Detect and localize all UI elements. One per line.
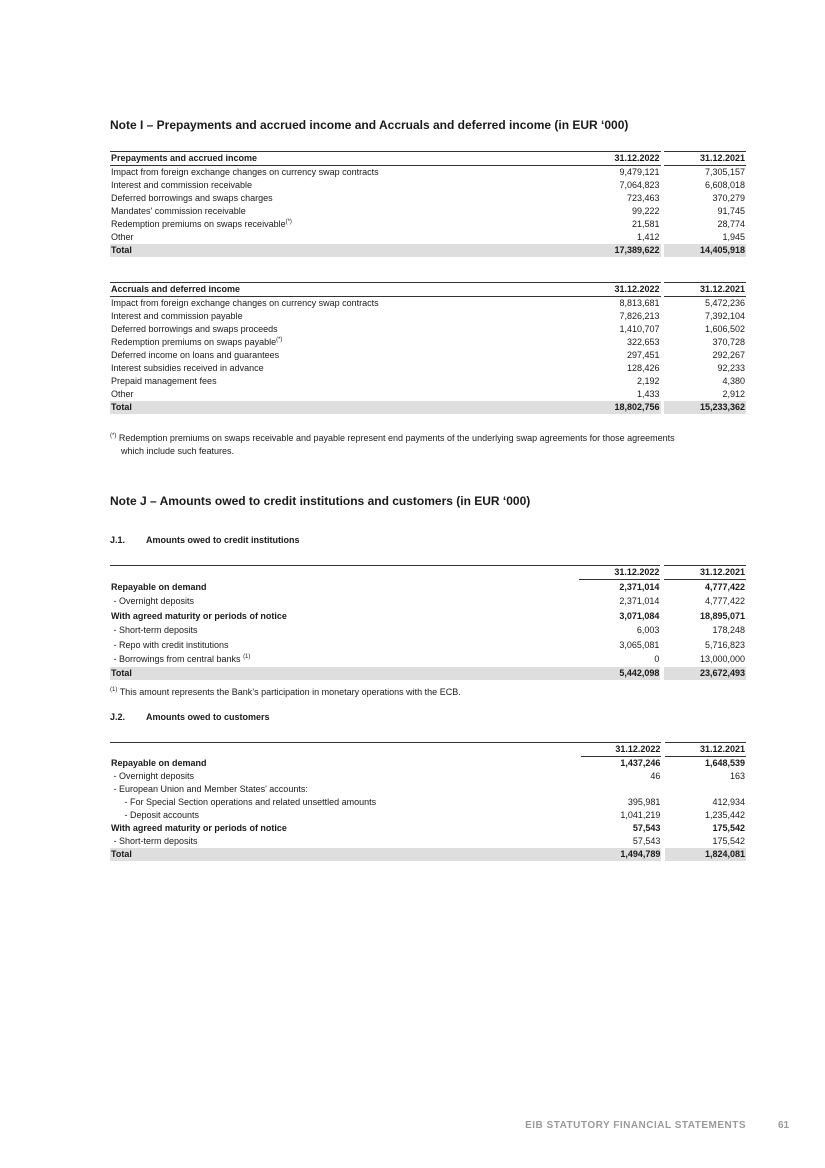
row-value: 1,945 bbox=[722, 232, 745, 242]
row-value: 370,728 bbox=[712, 337, 745, 347]
row-label bbox=[110, 218, 579, 231]
row-label: - Short-term deposits bbox=[111, 836, 198, 846]
footnote-text-continued: which include such features. bbox=[121, 446, 235, 456]
total-value: 5,442,098 bbox=[579, 667, 661, 680]
column-header: Accruals and deferred income bbox=[110, 283, 579, 297]
table-row bbox=[110, 835, 746, 848]
footnote-marker: (*) bbox=[110, 433, 117, 439]
row-label: Other bbox=[111, 232, 134, 242]
row-label: Deferred borrowings and swaps proceeds bbox=[111, 324, 278, 334]
row-label-text: Redemption premiums on swaps receivable bbox=[111, 219, 286, 229]
row-label: Deferred borrowings and swaps charges bbox=[111, 193, 273, 203]
row-value: 4,777,422 bbox=[704, 581, 745, 592]
table-row bbox=[110, 192, 746, 205]
row-value: 5,472,236 bbox=[704, 298, 745, 308]
row-value: 128,426 bbox=[627, 363, 660, 373]
row-value: 3,065,081 bbox=[619, 639, 660, 650]
row-value: 322,653 bbox=[627, 337, 660, 347]
row-label: Repayable on demand bbox=[111, 581, 207, 592]
note-i-footnote bbox=[110, 432, 746, 458]
footnote-marker: (1) bbox=[243, 654, 251, 661]
row-value: 4,380 bbox=[722, 376, 745, 386]
table-row bbox=[110, 609, 746, 624]
row-value: 1,235,442 bbox=[704, 810, 745, 820]
total-row bbox=[110, 667, 746, 680]
table-row bbox=[110, 796, 746, 809]
prepayments-table bbox=[110, 151, 746, 257]
row-label: - European Union and Member States' accounts: bbox=[111, 784, 308, 794]
row-label: Impact from foreign exchange changes on currency swap contracts bbox=[111, 167, 379, 177]
row-value: 723,463 bbox=[627, 193, 660, 203]
accruals-table bbox=[110, 282, 746, 414]
footnote-marker: (*) bbox=[276, 337, 283, 343]
row-label: With agreed maturity or periods of notice bbox=[111, 823, 287, 833]
note-i-title: Note I – Prepayments and accrued income and Accruals and deferred income (in EUR ‘000) bbox=[110, 118, 629, 132]
row-value: 0 bbox=[654, 654, 660, 665]
row-value: 7,826,213 bbox=[619, 311, 660, 321]
row-value: 175,542 bbox=[712, 823, 745, 833]
row-value: 297,451 bbox=[627, 350, 660, 360]
row-value: 18,895,071 bbox=[699, 610, 745, 621]
total-label: Total bbox=[110, 244, 579, 257]
total-row bbox=[110, 848, 746, 861]
row-label: - Overnight deposits bbox=[111, 771, 195, 781]
column-header: 31.12.2022 bbox=[579, 283, 660, 297]
row-label: Mandates' commission receivable bbox=[111, 206, 246, 216]
row-value: 7,392,104 bbox=[704, 311, 745, 321]
row-value: 57,543 bbox=[632, 823, 661, 833]
row-value: 7,305,157 bbox=[704, 167, 745, 177]
column-header: 31.12.2022 bbox=[579, 152, 660, 166]
row-value: 395,981 bbox=[627, 797, 661, 807]
table-row bbox=[110, 624, 746, 639]
table-row bbox=[110, 231, 746, 244]
table-row bbox=[110, 179, 746, 192]
table-header-row bbox=[110, 152, 746, 166]
row-label bbox=[110, 336, 579, 349]
row-value: 2,371,014 bbox=[619, 581, 660, 592]
row-value: 92,233 bbox=[717, 363, 745, 373]
table-row bbox=[110, 783, 746, 796]
total-value: 17,389,622 bbox=[579, 244, 660, 257]
j2-heading bbox=[110, 712, 270, 722]
table-row bbox=[110, 809, 746, 822]
row-value: 2,371,014 bbox=[619, 596, 660, 607]
row-value: 370,279 bbox=[712, 193, 745, 203]
table-row bbox=[110, 323, 746, 336]
j2-table bbox=[110, 742, 746, 861]
table-row bbox=[110, 166, 746, 180]
table-row bbox=[110, 580, 746, 595]
table-header-row bbox=[110, 283, 746, 297]
section-title: Amounts owed to credit institutions bbox=[146, 535, 300, 545]
column-header: 31.12.2021 bbox=[664, 566, 746, 580]
row-value: 6,003 bbox=[636, 625, 660, 636]
total-row bbox=[110, 401, 746, 414]
row-value: 9,479,121 bbox=[619, 167, 660, 177]
row-value: 91,745 bbox=[717, 206, 745, 216]
total-row bbox=[110, 244, 746, 257]
row-value: 412,934 bbox=[712, 797, 745, 807]
row-label: - For Special Section operations and related unsettled amounts bbox=[117, 797, 377, 807]
footnote-marker: (1) bbox=[110, 687, 118, 693]
table-header-row bbox=[110, 743, 746, 757]
row-value: 13,000,000 bbox=[699, 654, 745, 665]
j1-footnote bbox=[110, 686, 746, 699]
total-label: Total bbox=[110, 848, 581, 861]
row-label: Interest subsidies received in advance bbox=[111, 363, 264, 373]
column-header-blank bbox=[110, 743, 581, 757]
table-row bbox=[110, 388, 746, 401]
row-value: 1,412 bbox=[637, 232, 660, 242]
row-value: 292,267 bbox=[712, 350, 745, 360]
total-label: Total bbox=[110, 667, 579, 680]
row-value: 1,648,539 bbox=[704, 758, 745, 768]
table-row bbox=[110, 218, 746, 231]
row-label-text: Redemption premiums on swaps payable bbox=[111, 337, 277, 347]
row-value: 1,410,707 bbox=[619, 324, 660, 334]
section-number: J.2. bbox=[110, 712, 126, 722]
total-value: 15,233,362 bbox=[664, 401, 746, 414]
column-header-blank bbox=[110, 566, 579, 580]
row-label: - Overnight deposits bbox=[111, 596, 195, 607]
row-value bbox=[581, 783, 662, 796]
table-row bbox=[110, 375, 746, 388]
row-label bbox=[110, 653, 579, 668]
row-value: 1,041,219 bbox=[620, 810, 661, 820]
table-row bbox=[110, 362, 746, 375]
j1-table bbox=[110, 565, 746, 680]
row-value: 4,777,422 bbox=[704, 596, 745, 607]
footer-title: EIB STATUTORY FINANCIAL STATEMENTS bbox=[525, 1120, 746, 1131]
total-value: 18,802,756 bbox=[579, 401, 660, 414]
row-label: - Short-term deposits bbox=[111, 625, 198, 636]
column-header: Prepayments and accrued income bbox=[110, 152, 579, 166]
table-row bbox=[110, 205, 746, 218]
row-value: 46 bbox=[650, 771, 661, 781]
table-row bbox=[110, 638, 746, 653]
row-label: Repayable on demand bbox=[111, 757, 207, 768]
table-row bbox=[110, 297, 746, 311]
total-value: 1,494,789 bbox=[581, 848, 662, 861]
column-header: 31.12.2021 bbox=[665, 743, 746, 757]
note-j-title: Note J – Amounts owed to credit institutions and customers (in EUR ‘000) bbox=[110, 494, 531, 508]
table-row bbox=[110, 336, 746, 349]
total-value: 1,824,081 bbox=[665, 848, 746, 861]
table-row bbox=[110, 822, 746, 835]
total-label: Total bbox=[110, 401, 579, 414]
row-value: 6,608,018 bbox=[704, 180, 745, 190]
footnote-text: Redemption premiums on swaps receivable and payable represent end payments of the underlying swap agreements for those agreements bbox=[118, 433, 675, 443]
row-label-text: - Borrowings from central banks bbox=[111, 654, 241, 665]
column-header: 31.12.2022 bbox=[581, 743, 662, 757]
row-value bbox=[665, 783, 746, 796]
row-value: 175,542 bbox=[712, 836, 745, 846]
footnote-marker: (*) bbox=[285, 219, 292, 225]
row-value: 1,437,246 bbox=[620, 758, 661, 768]
section-number: J.1. bbox=[110, 535, 126, 545]
row-value: 2,912 bbox=[722, 389, 745, 399]
row-value: 28,774 bbox=[717, 219, 745, 229]
row-value: 57,543 bbox=[632, 836, 661, 846]
row-value: 3,071,084 bbox=[619, 610, 660, 621]
row-value: 99,222 bbox=[632, 206, 660, 216]
row-value: 7,064,823 bbox=[619, 180, 660, 190]
row-label: With agreed maturity or periods of notice bbox=[111, 610, 287, 621]
row-label: Deferred income on loans and guarantees bbox=[111, 350, 280, 360]
footnote-text: This amount represents the Bank’s participation in monetary operations with the ECB. bbox=[119, 687, 461, 697]
section-title: Amounts owed to customers bbox=[146, 712, 270, 722]
total-value: 14,405,918 bbox=[664, 244, 746, 257]
table-row bbox=[110, 757, 746, 771]
table-row bbox=[110, 310, 746, 323]
row-value: 5,716,823 bbox=[704, 639, 745, 650]
column-header: 31.12.2021 bbox=[664, 283, 746, 297]
row-value: 21,581 bbox=[632, 219, 660, 229]
row-value: 163 bbox=[729, 771, 745, 781]
row-value: 2,192 bbox=[637, 376, 660, 386]
table-row bbox=[110, 595, 746, 610]
row-label: Other bbox=[111, 389, 134, 399]
row-label: Impact from foreign exchange changes on currency swap contracts bbox=[111, 298, 379, 308]
table-header-row bbox=[110, 566, 746, 580]
row-value: 8,813,681 bbox=[619, 298, 660, 308]
page-number: 61 bbox=[778, 1120, 790, 1131]
row-label: Interest and commission payable bbox=[111, 311, 243, 321]
column-header: 31.12.2021 bbox=[664, 152, 746, 166]
row-label: Prepaid management fees bbox=[111, 376, 217, 386]
row-label: Interest and commission receivable bbox=[111, 180, 253, 190]
j1-heading bbox=[110, 535, 300, 545]
row-value: 1,433 bbox=[637, 389, 660, 399]
row-label: - Deposit accounts bbox=[117, 810, 200, 820]
table-row bbox=[110, 770, 746, 783]
total-value: 23,672,493 bbox=[664, 667, 746, 680]
column-header: 31.12.2022 bbox=[579, 566, 661, 580]
row-value: 1,606,502 bbox=[704, 324, 745, 334]
row-label: - Repo with credit institutions bbox=[111, 639, 229, 650]
table-row bbox=[110, 653, 746, 668]
row-value: 178,248 bbox=[712, 625, 745, 636]
table-row bbox=[110, 349, 746, 362]
